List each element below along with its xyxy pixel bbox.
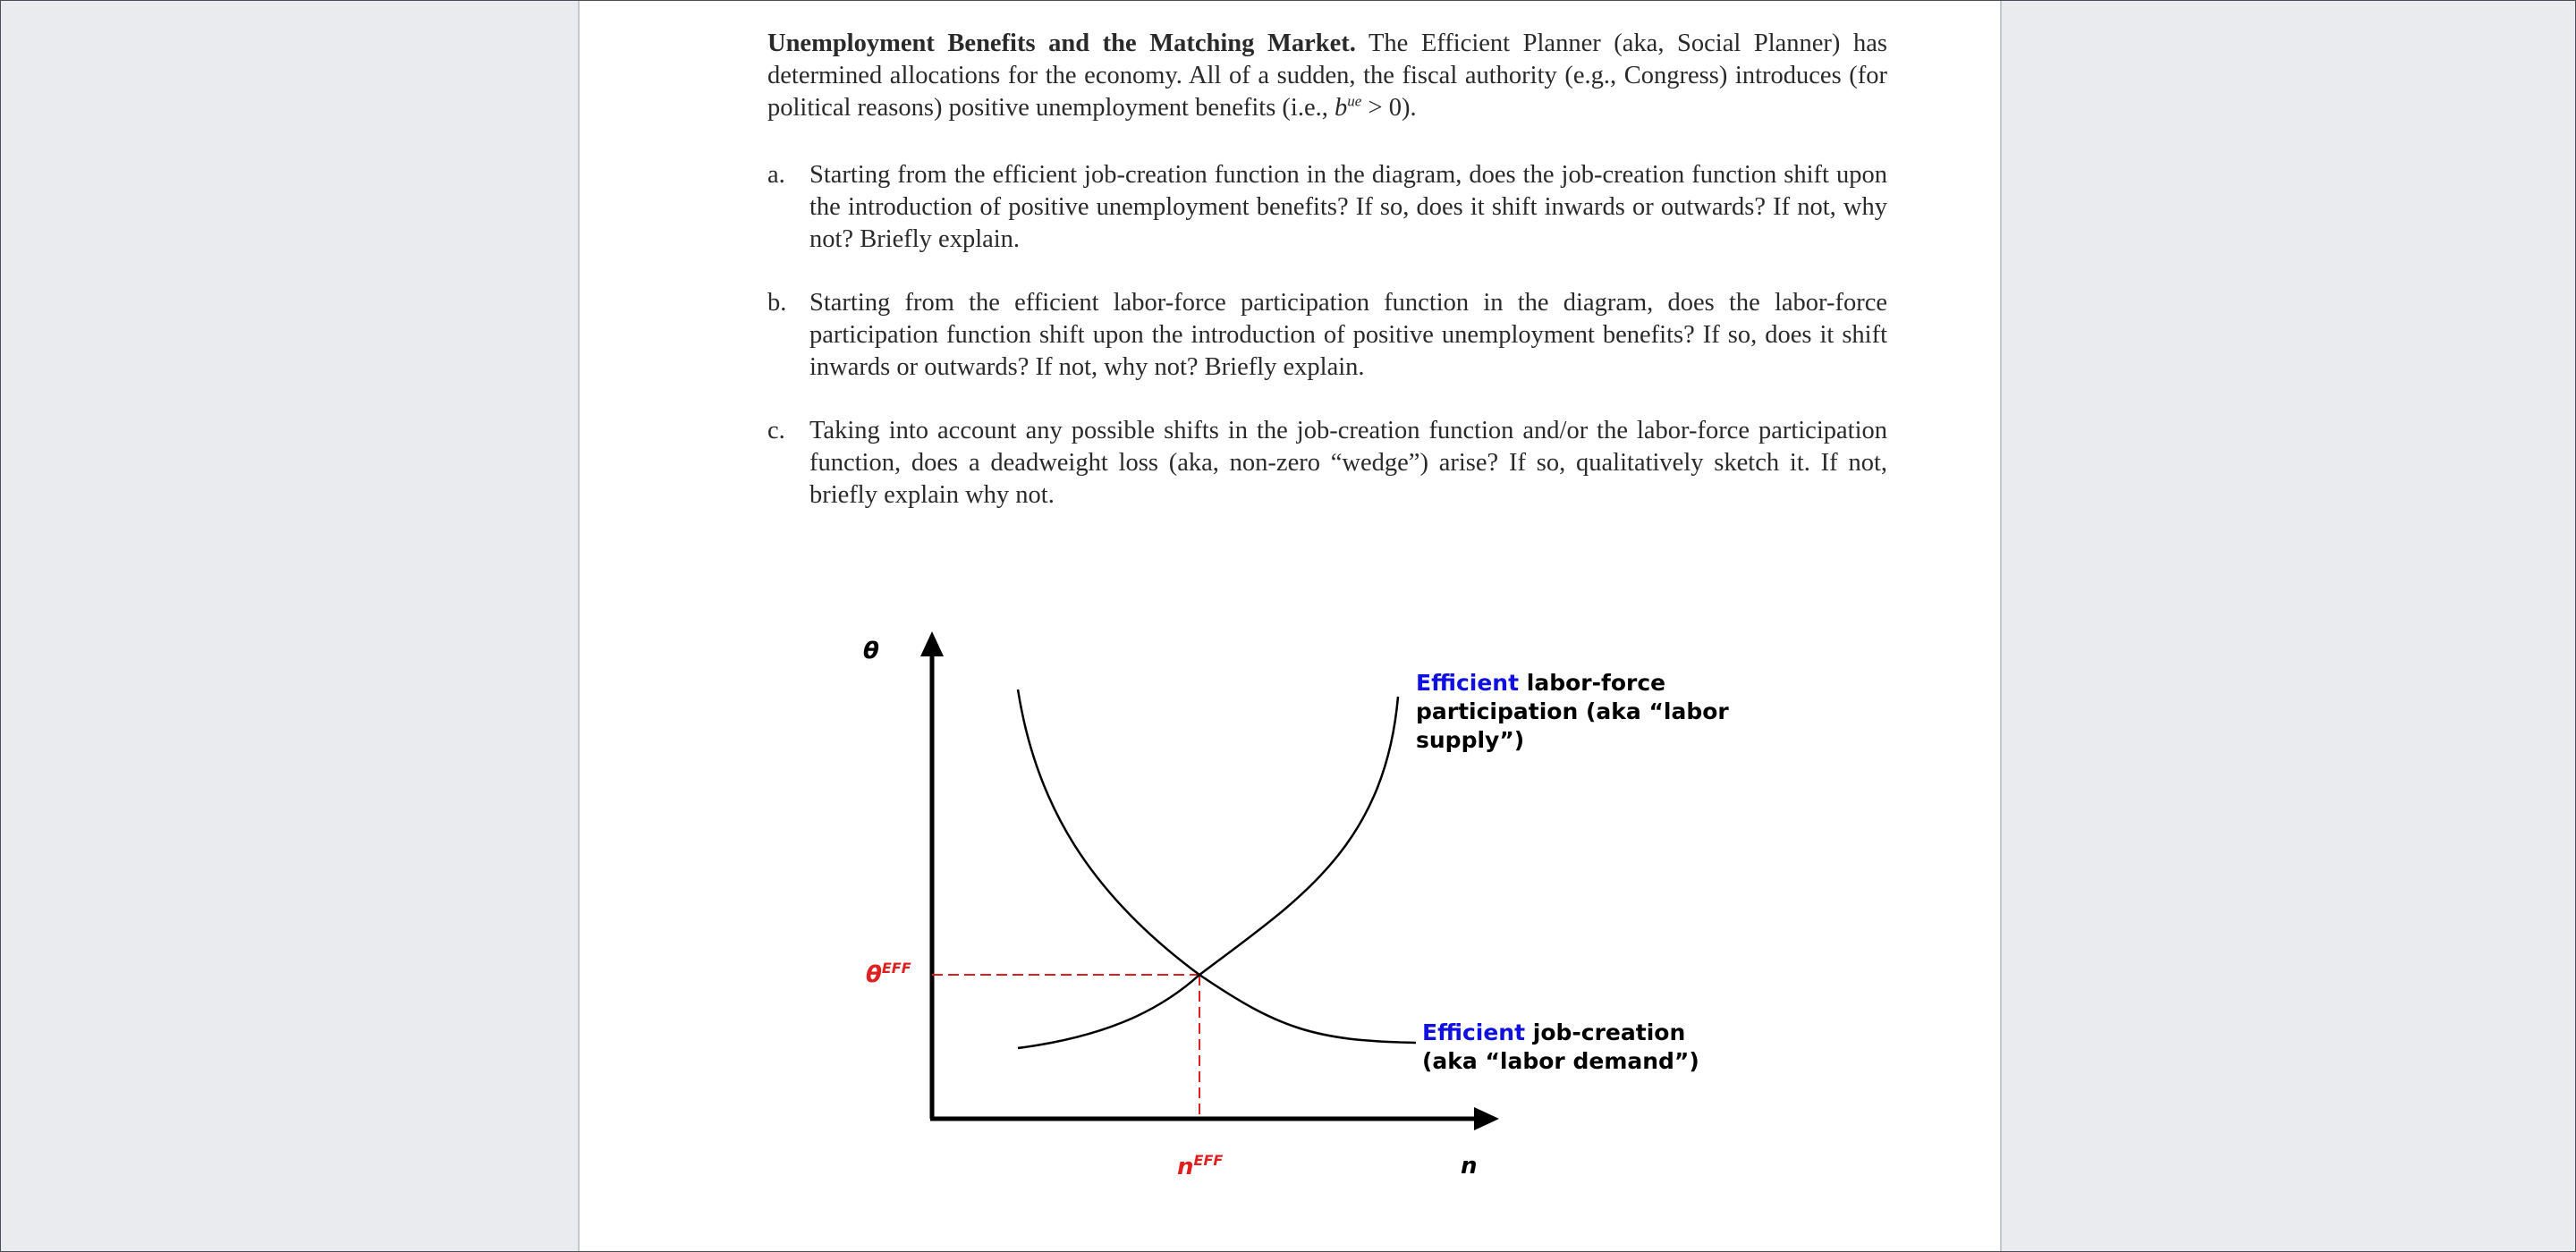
question-text: Starting from the efficient job-creation function in the diagram, does the job-creation function shift upon the introduction of positive unemployment benefits? If so, does it shift inwards or outwards? If not, why not? Briefly explain. — [809, 161, 1887, 253]
theta-eff-label: $\theta^{EFF}$ — [866, 960, 911, 988]
question-b — [767, 287, 1887, 384]
document-page — [578, 0, 2002, 1252]
question-label: c. — [767, 417, 785, 444]
x-axis-label: n — [1461, 1153, 1478, 1180]
y-axis-label: θ — [863, 638, 879, 664]
x-axis-arrow — [1474, 1107, 1499, 1130]
benefit-symbol: $b^{ue}$ — [1334, 92, 1362, 122]
question-a — [767, 159, 1887, 256]
labor-demand-curve — [1018, 689, 1416, 1043]
intro-text-end: ). — [1401, 94, 1417, 122]
question-label: b. — [767, 289, 787, 317]
labor-supply-curve — [1018, 697, 1398, 1048]
y-axis-arrow — [920, 631, 944, 656]
supply-curve-label-line3: supply”) — [1416, 727, 1525, 753]
problem-title: Unemployment Benefits and the Matching Market. — [767, 30, 1356, 57]
question-text: Starting from the efficient labor-force participation function in the diagram, does the labor-force participation function shift upon the introduction of positive unemployment benefits? If so, does it shift inwards or outwards? If not, why not? Briefly explain. — [809, 289, 1887, 381]
supply-curve-label-line1: Efficient labor-force — [1416, 670, 1666, 696]
benefit-inequality: > 0 — [1361, 94, 1402, 122]
demand-curve-label-line1: Efficient job-creation — [1422, 1019, 1686, 1045]
question-label: a. — [767, 161, 785, 189]
supply-curve-label-line2: participation (aka “labor — [1416, 698, 1729, 724]
intro-text: The Efficient Planner (aka, Social Planner) has determined allocations for the economy. All of a sudden, the fiscal authority (e.g., Congress) introduces (for political reasons) positive unemployment benefits (i.e., — [767, 30, 1887, 122]
question-text: Taking into account any possible shifts in the job-creation function and/or the labor-force participation function, does a deadweight loss (aka, non-zero “wedge”) arise? If so, qualitatively sketch it. If not, briefly explain why not. — [809, 417, 1887, 509]
intro-paragraph — [767, 28, 1887, 124]
question-c — [767, 415, 1887, 512]
n-eff-label: $n^{EFF}$ — [1177, 1152, 1224, 1180]
demand-curve-label-line2: (aka “labor demand”) — [1422, 1048, 1699, 1074]
